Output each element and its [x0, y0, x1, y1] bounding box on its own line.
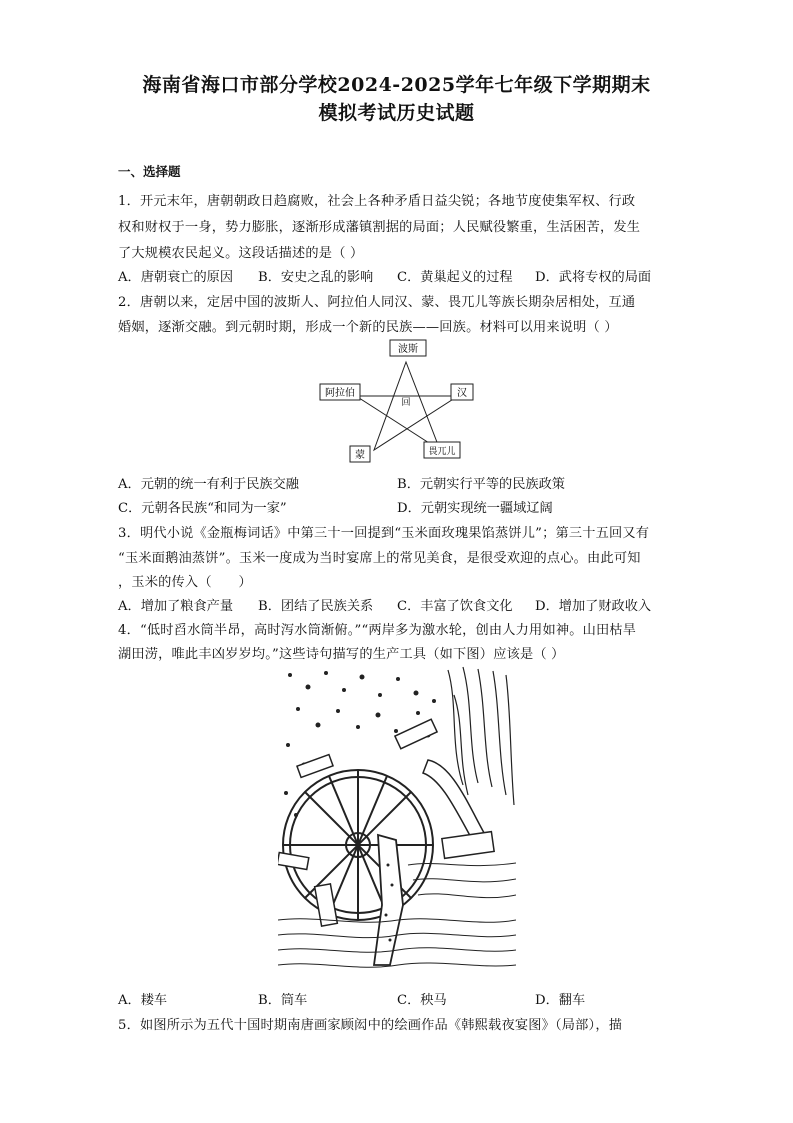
- q3-option-b[interactable]: B．团结了民族关系: [258, 599, 374, 614]
- diagram-label-center: 回: [401, 398, 411, 408]
- q4-option-a[interactable]: A．耧车: [118, 993, 168, 1008]
- diagram-label-left: 阿拉伯: [325, 388, 355, 399]
- q1-line: 权和财权于一身，势力膨胀，逐渐形成藩镇割据的局面；人民赋役繁重，生活困苦，发生: [118, 220, 641, 235]
- q2-option-d[interactable]: D．元朝实现统一疆域辽阔: [397, 501, 553, 516]
- doc-title-line1: 海南省海口市部分学校2024-2025学年七年级下学期期末: [142, 74, 651, 96]
- q1-line: 了大规模农民起义。这段话描述的是（ ）: [118, 246, 364, 261]
- q1-option-a[interactable]: A．唐朝衰亡的原因: [118, 270, 234, 285]
- q4-option-d[interactable]: D．翻车: [535, 993, 586, 1008]
- diagram-label-bottom-right: 畏兀儿: [428, 447, 456, 457]
- q3-option-d[interactable]: D．增加了财政收入: [535, 599, 652, 614]
- diagram-label-top: 波斯: [398, 344, 418, 355]
- q3-line: ，玉米的传入（ ）: [118, 575, 252, 590]
- q3-option-a[interactable]: A．增加了粮食产量: [118, 599, 234, 614]
- q4-line: 湖田涝，唯此丰凶岁岁均。”这些诗句描写的生产工具（如下图）应该是（ ）: [118, 647, 565, 662]
- ethnic-fusion-diagram: [318, 338, 478, 466]
- q4-option-c[interactable]: C．秧马: [397, 993, 447, 1008]
- q1-line: 1．开元末年，唐朝朝政日趋腐败，社会上各种矛盾日益尖锐；各地节度使集军权、行政: [118, 194, 636, 209]
- q1-option-d[interactable]: D．武将专权的局面: [535, 270, 652, 285]
- q2-option-c[interactable]: C．元朝各民族“和同为一家”: [118, 501, 287, 516]
- q5-line: 5．如图所示为五代十国时期南唐画家顾闳中的绘画作品《韩熙载夜宴图》（局部），描: [118, 1018, 623, 1033]
- diagram-label-right: 汉: [457, 388, 467, 399]
- q1-option-c[interactable]: C．黄巢起义的过程: [397, 270, 513, 285]
- doc-title-line2: 模拟考试历史试题: [318, 102, 475, 124]
- q2-line: 婚姻，逐渐交融。到元朝时期，形成一个新的民族——回族。材料可以用来说明（ ）: [118, 320, 618, 335]
- q2-option-a[interactable]: A．元朝的统一有利于民族交融: [118, 477, 299, 492]
- section-heading: 一、选择题: [118, 164, 181, 179]
- waterwheel-illustration: [278, 665, 516, 982]
- diagram-label-bottom-left: 蒙: [355, 450, 365, 461]
- q4-line: 4．“低时舀水筒半昂，高时泻水筒渐俯。”“两岸多为激水轮，创由人力用如神。山田枯旱: [118, 623, 637, 638]
- q2-option-b[interactable]: B．元朝实行平等的民族政策: [397, 477, 565, 492]
- q3-option-c[interactable]: C．丰富了饮食文化: [397, 599, 513, 614]
- q3-line: 3．明代小说《金瓶梅词话》中第三十一回提到“玉米面玫瑰果馅蒸饼儿”；第三十五回又有: [118, 526, 650, 541]
- q2-line: 2．唐朝以来，定居中国的波斯人、阿拉伯人同汉、蒙、畏兀儿等族长期杂居相处，互通: [118, 295, 636, 310]
- q1-option-b[interactable]: B．安史之乱的影响: [258, 270, 374, 285]
- q3-line: “玉米面鹅油蒸饼”。玉米一度成为当时宴席上的常见美食，是很受欢迎的点心。由此可知: [118, 551, 641, 566]
- q4-option-b[interactable]: B．筒车: [258, 993, 308, 1008]
